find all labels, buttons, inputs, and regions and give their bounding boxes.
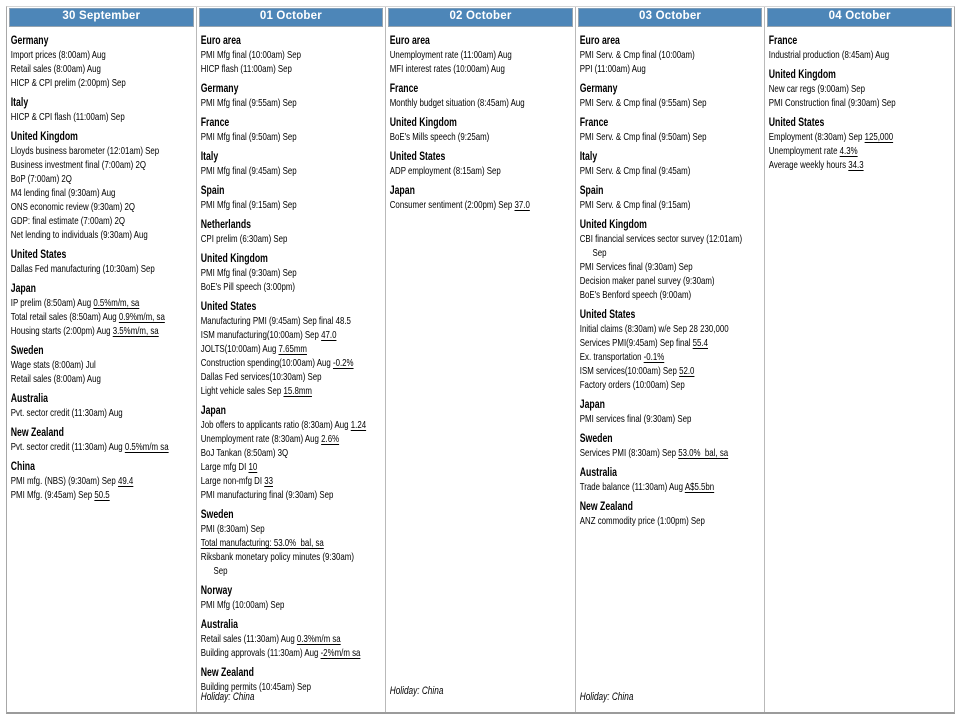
event-text: PMI Serv. & Cmp final (10:00am) <box>579 49 695 61</box>
day-column <box>575 7 765 712</box>
country-heading: Australia <box>579 466 617 479</box>
country-heading: Spain <box>200 184 225 197</box>
event-value: 53.0% bal, sa <box>678 447 728 459</box>
event-line <box>200 266 382 280</box>
day-column <box>196 7 386 712</box>
event-line <box>200 550 382 564</box>
country-heading: United Kingdom <box>389 116 458 129</box>
event-line <box>580 130 762 144</box>
event-line <box>11 158 193 172</box>
event-text: CBI financial services sector survey (12:01am) <box>579 233 742 245</box>
event-line <box>200 488 382 502</box>
country-heading: Euro area <box>200 34 241 47</box>
event-line <box>11 372 193 386</box>
day-column <box>385 7 575 712</box>
country-heading: United Kingdom <box>769 68 837 81</box>
event-value: -2%m/m sa <box>320 647 360 659</box>
event-line <box>390 96 572 110</box>
event-text: Unemployment rate <box>769 145 841 157</box>
day-column-body <box>765 27 954 712</box>
day-column-body <box>7 27 196 712</box>
event-line <box>580 288 762 302</box>
event-text: Decision maker panel survey (9:30am) <box>579 275 715 287</box>
event-value: 4.3% <box>840 145 858 157</box>
event-text: IP prelim (8:50am) Aug <box>10 297 94 309</box>
event-line <box>580 62 762 76</box>
event-line <box>11 214 193 228</box>
date-header: 30 September <box>9 8 194 27</box>
event-line <box>200 646 382 660</box>
event-line <box>580 350 762 364</box>
country-heading: United States <box>10 248 67 261</box>
event-text: Pvt. sector credit (11:30am) Aug <box>10 441 125 453</box>
event-line <box>200 198 382 212</box>
event-text: Monthly budget situation (8:45am) Aug <box>389 97 525 109</box>
event-text: Average weekly hours <box>769 159 849 171</box>
event-line <box>769 144 951 158</box>
country-heading: Norway <box>200 584 232 597</box>
event-text: BoE's Mills speech (9:25am) <box>389 131 490 143</box>
event-line <box>11 310 193 324</box>
event-line <box>11 324 193 338</box>
event-text: PMI Mfg. (9:45am) Sep <box>10 489 95 501</box>
event-value: -0.1% <box>643 351 665 363</box>
event-text: Job offers to applicants ratio (8:30am) Aug <box>200 419 351 431</box>
event-line <box>200 164 382 178</box>
country-heading: Sweden <box>579 432 613 445</box>
economic-calendar <box>6 6 955 714</box>
event-text: BoP (7:00am) 2Q <box>10 173 72 185</box>
event-text: ISM manufacturing(10:00am) Sep <box>200 329 321 341</box>
event-text: Sep <box>213 565 228 577</box>
event-line <box>390 62 572 76</box>
event-line <box>580 480 762 494</box>
event-text: PMI Mfg final (9:30am) Sep <box>200 267 297 279</box>
event-text: JOLTS(10:00am) Aug <box>200 343 279 355</box>
event-text: PMI Construction final (9:30am) Sep <box>769 97 897 109</box>
event-line <box>580 336 762 350</box>
country-heading: United States <box>579 308 636 321</box>
event-value: 50.5 <box>94 489 110 501</box>
event-value: 0.5%m/m sa <box>124 441 169 453</box>
event-text: Total retail sales (8:50am) Aug <box>10 311 119 323</box>
event-line <box>580 260 762 274</box>
event-text: Services PMI (8:30am) Sep <box>579 447 679 459</box>
event-text: Unemployment rate (11:00am) Aug <box>389 49 512 61</box>
event-line <box>200 370 382 384</box>
event-line <box>769 130 951 144</box>
event-text: Consumer sentiment (2:00pm) Sep <box>389 199 515 211</box>
country-heading: New Zealand <box>10 426 64 439</box>
day-column <box>764 7 954 712</box>
event-text: PMI (8:30am) Sep <box>200 523 265 535</box>
event-line <box>11 474 193 488</box>
event-text: PMI Mfg final (9:55am) Sep <box>200 97 297 109</box>
event-line <box>580 378 762 392</box>
event-text: PPI (11:00am) Aug <box>579 63 646 75</box>
event-text: Construction spending(10:00am) Aug <box>200 357 333 369</box>
event-text: CPI prelim (6:30am) Sep <box>200 233 288 245</box>
event-text: Building permits (10:45am) Sep <box>200 681 311 693</box>
country-heading: United States <box>389 150 446 163</box>
event-text: Retail sales (8:00am) Aug <box>10 373 101 385</box>
event-text: PMI Serv. & Cmp final (9:15am) <box>579 199 691 211</box>
event-text: Building approvals (11:30am) Aug <box>200 647 321 659</box>
event-line <box>200 418 382 432</box>
country-heading: France <box>200 116 229 129</box>
country-heading: Italy <box>200 150 218 163</box>
event-text: ADP employment (8:15am) Sep <box>389 165 501 177</box>
event-text: Services PMI(9:45am) Sep final <box>579 337 693 349</box>
event-line <box>11 144 193 158</box>
event-text: PMI Serv. & Cmp final (9:45am) <box>579 165 691 177</box>
event-line <box>200 446 382 460</box>
event-line <box>11 406 193 420</box>
event-value: 3.5%m/m, sa <box>112 325 159 337</box>
event-text: ISM services(10:00am) Sep <box>579 365 679 377</box>
event-value: 47.0 <box>320 329 337 341</box>
event-line <box>390 130 572 144</box>
event-text: Employment (8:30am) Sep <box>769 131 865 143</box>
event-line <box>200 314 382 328</box>
event-text: GDP: final estimate (7:00am) 2Q <box>10 215 125 227</box>
day-column-body <box>197 27 386 712</box>
event-line <box>200 96 382 110</box>
event-text: Industrial production (8:45am) Aug <box>769 49 890 61</box>
event-line <box>11 296 193 310</box>
event-value: 0.9%m/m, sa <box>118 311 165 323</box>
event-text: Dallas Fed services(10:30am) Sep <box>200 371 322 383</box>
country-heading: Germany <box>10 34 49 47</box>
event-text: PMI Services final (9:30am) Sep <box>579 261 693 273</box>
event-value: 2.6% <box>320 433 339 445</box>
event-line <box>390 164 572 178</box>
event-text: HICP flash (11:00am) Sep <box>200 63 292 75</box>
holiday-note: Holiday: China <box>579 691 634 703</box>
event-text: MFI interest rates (10:00am) Aug <box>389 63 506 75</box>
country-heading: United Kingdom <box>200 252 268 265</box>
event-line <box>11 228 193 242</box>
event-line <box>200 328 382 342</box>
event-value: 55.4 <box>692 337 708 349</box>
event-text: PMI Mfg final (9:50am) Sep <box>200 131 297 143</box>
event-line <box>11 62 193 76</box>
day-column <box>7 7 196 712</box>
event-value: 10 <box>248 461 257 473</box>
event-line <box>769 158 951 172</box>
event-line <box>11 172 193 186</box>
event-line <box>200 460 382 474</box>
event-text: HICP & CPI flash (11:00am) Sep <box>10 111 125 123</box>
holiday-note: Holiday: China <box>200 691 255 703</box>
event-line <box>580 274 762 288</box>
holiday-note: Holiday: China <box>389 685 444 697</box>
event-line <box>200 632 382 646</box>
event-text: PMI Mfg final (10:00am) Sep <box>200 49 301 61</box>
event-text: Dallas Fed manufacturing (10:30am) Sep <box>10 263 155 275</box>
event-value: 37.0 <box>514 199 531 211</box>
event-text: New car regs (9:00am) Sep <box>769 83 866 95</box>
event-line <box>11 76 193 90</box>
event-line <box>580 232 762 246</box>
day-column-body <box>576 27 765 712</box>
country-heading: Japan <box>10 282 36 295</box>
country-heading: Italy <box>10 96 29 109</box>
country-heading: Japan <box>200 404 226 417</box>
event-line <box>580 246 762 260</box>
event-line <box>580 96 762 110</box>
event-text: ANZ commodity price (1:00pm) Sep <box>579 515 705 527</box>
event-line <box>580 412 762 426</box>
event-value: 0.3%m/m sa <box>296 633 341 645</box>
country-heading: Australia <box>200 618 238 631</box>
event-text: PMI Mfg final (9:15am) Sep <box>200 199 297 211</box>
event-line <box>769 96 951 110</box>
event-line <box>580 48 762 62</box>
event-text: PMI Mfg final (9:45am) Sep <box>200 165 297 177</box>
event-line <box>580 198 762 212</box>
event-line <box>580 364 762 378</box>
event-line <box>200 280 382 294</box>
date-header: 03 October <box>578 8 763 27</box>
event-line <box>200 342 382 356</box>
event-text: Ex. transportation <box>579 351 644 363</box>
event-value: 15.8mm <box>283 385 312 397</box>
event-line <box>580 514 762 528</box>
event-text: Wage stats (8:00am) Jul <box>10 359 96 371</box>
event-text: M4 lending final (9:30am) Aug <box>10 187 116 199</box>
country-heading: Italy <box>579 150 597 163</box>
country-heading: United Kingdom <box>10 130 78 143</box>
event-text: Business investment final (7:00am) 2Q <box>10 159 147 171</box>
event-text: BoE's Benford speech (9:00am) <box>579 289 691 301</box>
event-line <box>200 48 382 62</box>
event-line <box>200 232 382 246</box>
date-header: 04 October <box>767 8 952 27</box>
event-line <box>200 522 382 536</box>
event-text: Import prices (8:00am) Aug <box>10 49 106 61</box>
event-text: Retail sales (8:00am) Aug <box>10 63 101 75</box>
date-header: 01 October <box>199 8 384 27</box>
event-text: Unemployment rate (8:30am) Aug <box>200 433 321 445</box>
event-line <box>11 358 193 372</box>
event-value: 52.0 <box>678 365 695 377</box>
country-heading: Germany <box>200 82 239 95</box>
event-value: 1.24 <box>350 419 366 431</box>
country-heading: Euro area <box>389 34 431 47</box>
event-text: Riksbank monetary policy minutes (9:30am) <box>200 551 354 563</box>
country-heading: Netherlands <box>200 218 251 231</box>
country-heading: United Kingdom <box>579 218 647 231</box>
event-line <box>11 200 193 214</box>
event-text: PMI services final (9:30am) Sep <box>579 413 692 425</box>
event-line <box>200 564 382 578</box>
event-text: PMI mfg. (NBS) (9:30am) Sep <box>10 475 118 487</box>
event-value: A$5.5bn <box>684 481 714 493</box>
event-value: 7.65mm <box>278 343 307 355</box>
event-line <box>580 322 762 336</box>
event-line <box>11 110 193 124</box>
event-text: Housing starts (2:00pm) Aug <box>10 325 113 337</box>
event-line <box>200 356 382 370</box>
event-line <box>390 198 572 212</box>
event-text: Lloyds business barometer (12:01am) Sep <box>10 145 160 157</box>
country-heading: Australia <box>10 392 48 405</box>
event-line <box>200 598 382 612</box>
event-text: HICP & CPI prelim (2:00pm) Sep <box>10 77 126 89</box>
event-line <box>200 62 382 76</box>
event-line <box>11 48 193 62</box>
country-heading: Germany <box>579 82 618 95</box>
event-line <box>11 440 193 454</box>
event-line <box>769 82 951 96</box>
event-value: 0.5%m/m, sa <box>93 297 140 309</box>
event-text: PMI Serv. & Cmp final (9:55am) Sep <box>579 97 707 109</box>
event-line <box>11 186 193 200</box>
event-line <box>200 536 382 550</box>
country-heading: France <box>769 34 798 47</box>
day-column-body <box>386 27 575 712</box>
event-line <box>769 48 951 62</box>
event-value: 34.3 <box>848 159 864 171</box>
event-value: Total manufacturing: 53.0% bal, sa <box>200 537 324 549</box>
event-text: BoE's Pill speech (3:00pm) <box>200 281 295 293</box>
event-text: Pvt. sector credit (11:30am) Aug <box>10 407 123 419</box>
country-heading: Sweden <box>200 508 234 521</box>
country-heading: Japan <box>579 398 605 411</box>
event-line <box>200 432 382 446</box>
country-heading: New Zealand <box>200 666 254 679</box>
country-heading: Euro area <box>579 34 620 47</box>
country-heading: China <box>10 460 35 473</box>
event-text: PMI Serv. & Cmp final (9:50am) Sep <box>579 131 707 143</box>
event-line <box>11 262 193 276</box>
event-value: -0.2% <box>332 357 354 369</box>
country-heading: New Zealand <box>579 500 633 513</box>
event-line <box>200 474 382 488</box>
event-value: 33 <box>263 475 273 487</box>
event-text: PMI Mfg (10:00am) Sep <box>200 599 284 611</box>
country-heading: Japan <box>389 184 416 197</box>
event-line <box>580 164 762 178</box>
country-heading: Spain <box>579 184 604 197</box>
event-line <box>390 48 572 62</box>
event-text: Initial claims (8:30am) w/e Sep 28 230,000 <box>579 323 729 335</box>
event-line <box>580 446 762 460</box>
event-text: Factory orders (10:00am) Sep <box>579 379 685 391</box>
event-text: Large mfg DI <box>200 461 249 473</box>
event-text: Trade balance (11:30am) Aug <box>579 481 685 493</box>
event-text: Light vehicle sales Sep <box>200 385 284 397</box>
event-text: Retail sales (11:30am) Aug <box>200 633 297 645</box>
country-heading: United States <box>200 300 256 313</box>
country-heading: Sweden <box>10 344 44 357</box>
event-text: BoJ Tankan (8:50am) 3Q <box>200 447 288 459</box>
event-text: ONS economic review (9:30am) 2Q <box>10 201 136 213</box>
event-value: 49.4 <box>117 475 134 487</box>
event-text: Sep <box>592 247 607 259</box>
country-heading: France <box>579 116 609 129</box>
event-line <box>200 130 382 144</box>
event-text: Net lending to individuals (9:30am) Aug <box>10 229 148 241</box>
country-heading: United States <box>769 116 825 129</box>
event-value: 125,000 <box>864 131 894 143</box>
event-text: Large non-mfg DI <box>200 475 264 487</box>
date-header: 02 October <box>388 8 573 27</box>
event-text: PMI manufacturing final (9:30am) Sep <box>200 489 333 501</box>
country-heading: France <box>389 82 419 95</box>
event-line <box>11 488 193 502</box>
event-line <box>200 384 382 398</box>
event-text: Manufacturing PMI (9:45am) Sep final 48.5 <box>200 315 351 327</box>
